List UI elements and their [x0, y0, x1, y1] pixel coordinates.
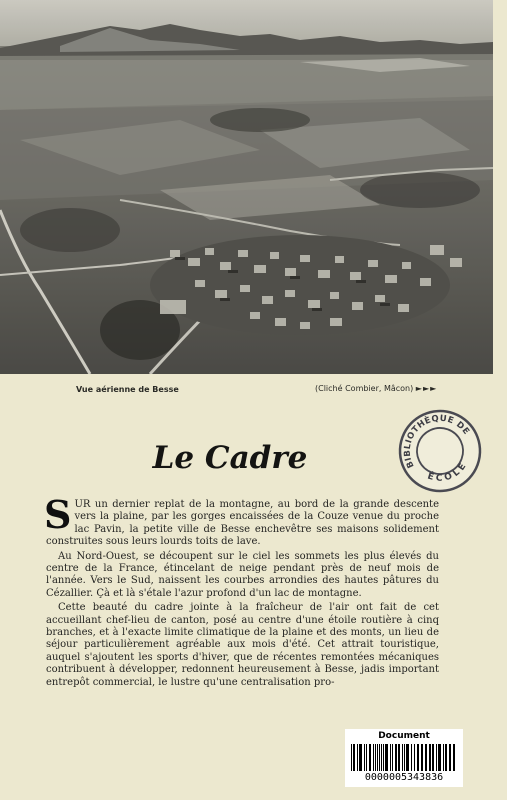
photo-caption: Vue aérienne de Besse: [76, 385, 179, 394]
barcode-bar: [421, 744, 423, 771]
barcode-bar: [383, 744, 384, 771]
barcode-bar: [417, 744, 419, 771]
barcode-bar: [353, 744, 355, 771]
article-body: [44, 492, 439, 691]
barcode-bar: [351, 744, 352, 771]
barcode-bar: [425, 744, 427, 771]
stamp-seal: [397, 408, 483, 494]
barcode-bar: [443, 744, 444, 771]
barcode-bar: [377, 744, 378, 771]
stamp-bottom-text: ÉCOLE: [426, 459, 471, 484]
barcode-bar: [385, 744, 388, 771]
library-stamp: [397, 408, 483, 494]
barcode-bar: [375, 744, 376, 771]
barcode-bar: [392, 744, 393, 771]
barcode-bar: [436, 744, 437, 771]
barcode-number: 0000005343836: [364, 772, 444, 783]
barcode-bar: [445, 744, 447, 771]
barcode-bar: [381, 744, 382, 771]
barcode-bar: [429, 744, 431, 771]
aerial-photo-image: [0, 0, 493, 374]
barcode-bar: [373, 744, 374, 771]
article-paragraph: Cette beauté du cadre jointe à la fraîcheur de l'air ont fait de cet accueillant chef-lieu de canton, posé au centre d'une étoile routière à cinq branches, et à l'exacte limite climatique de la plaine et des monts, un lieu de séjour particulièrement agréable aux mois d'été. Cet attrait touristique, auquel s'ajoutent les sports d'hiver, que de récentes remontées mécaniques contribuent à développer, redonnent heureusement à Besse, jadis important entrepôt commercial, le lustre qu'une centralisation pro-: [46, 602, 439, 688]
barcode-bars: [351, 744, 457, 771]
barcode-bar: [438, 744, 441, 771]
barcode-bar: [359, 744, 362, 771]
caption-arrows: ►►►: [415, 384, 438, 393]
article-paragraph: [44, 492, 439, 549]
barcode-bar: [364, 744, 365, 771]
barcode-bar: [453, 744, 455, 771]
barcode-bar: [404, 744, 405, 771]
barcode-bar: [395, 744, 397, 771]
aerial-photo: [0, 0, 493, 374]
barcode-bar: [398, 744, 400, 771]
paragraph-text: UR un dernier replat de la montagne, au bord de la grande descente vers la plaine, par les gorges encaissées de la Couze venue du proche lac Pavin, la petite ville de Besse enchevêtre ses maisons solidement construites sous leurs lourds toits de lave.: [46, 499, 439, 548]
barcode-bar: [390, 744, 391, 771]
barcode-bar: [369, 744, 371, 771]
barcode-bar: [411, 744, 412, 771]
barcode-bar: [379, 744, 380, 771]
photo-credit-text: (Cliché Combier, Mâcon): [315, 384, 414, 393]
barcode-bar: [449, 744, 451, 771]
barcode-sticker: [345, 729, 463, 787]
page-title: Le Cadre: [152, 440, 308, 476]
barcode-bar: [402, 744, 403, 771]
photo-credit: [315, 384, 437, 393]
drop-cap: S: [44, 492, 72, 537]
barcode-bar: [366, 744, 367, 771]
stamp-top-text: BIBLIOTHÈQUE DES: [402, 413, 472, 470]
barcode-bar: [357, 744, 358, 771]
barcode-bar: [414, 744, 415, 771]
barcode-label: Document: [378, 731, 430, 741]
article-paragraph: Au Nord-Ouest, se découpent sur le ciel les sommets les plus élevés du centre de la France, étincelant de neige pendant près de neuf mois de l'année. Vers le Sud, naissent les courbes arrondies des hautes pâtures du Cézallier. Çà et là s'étale l'azur profond d'un lac de montagne.: [46, 550, 439, 599]
barcode-bar: [406, 744, 409, 771]
barcode-bar: [432, 744, 434, 771]
